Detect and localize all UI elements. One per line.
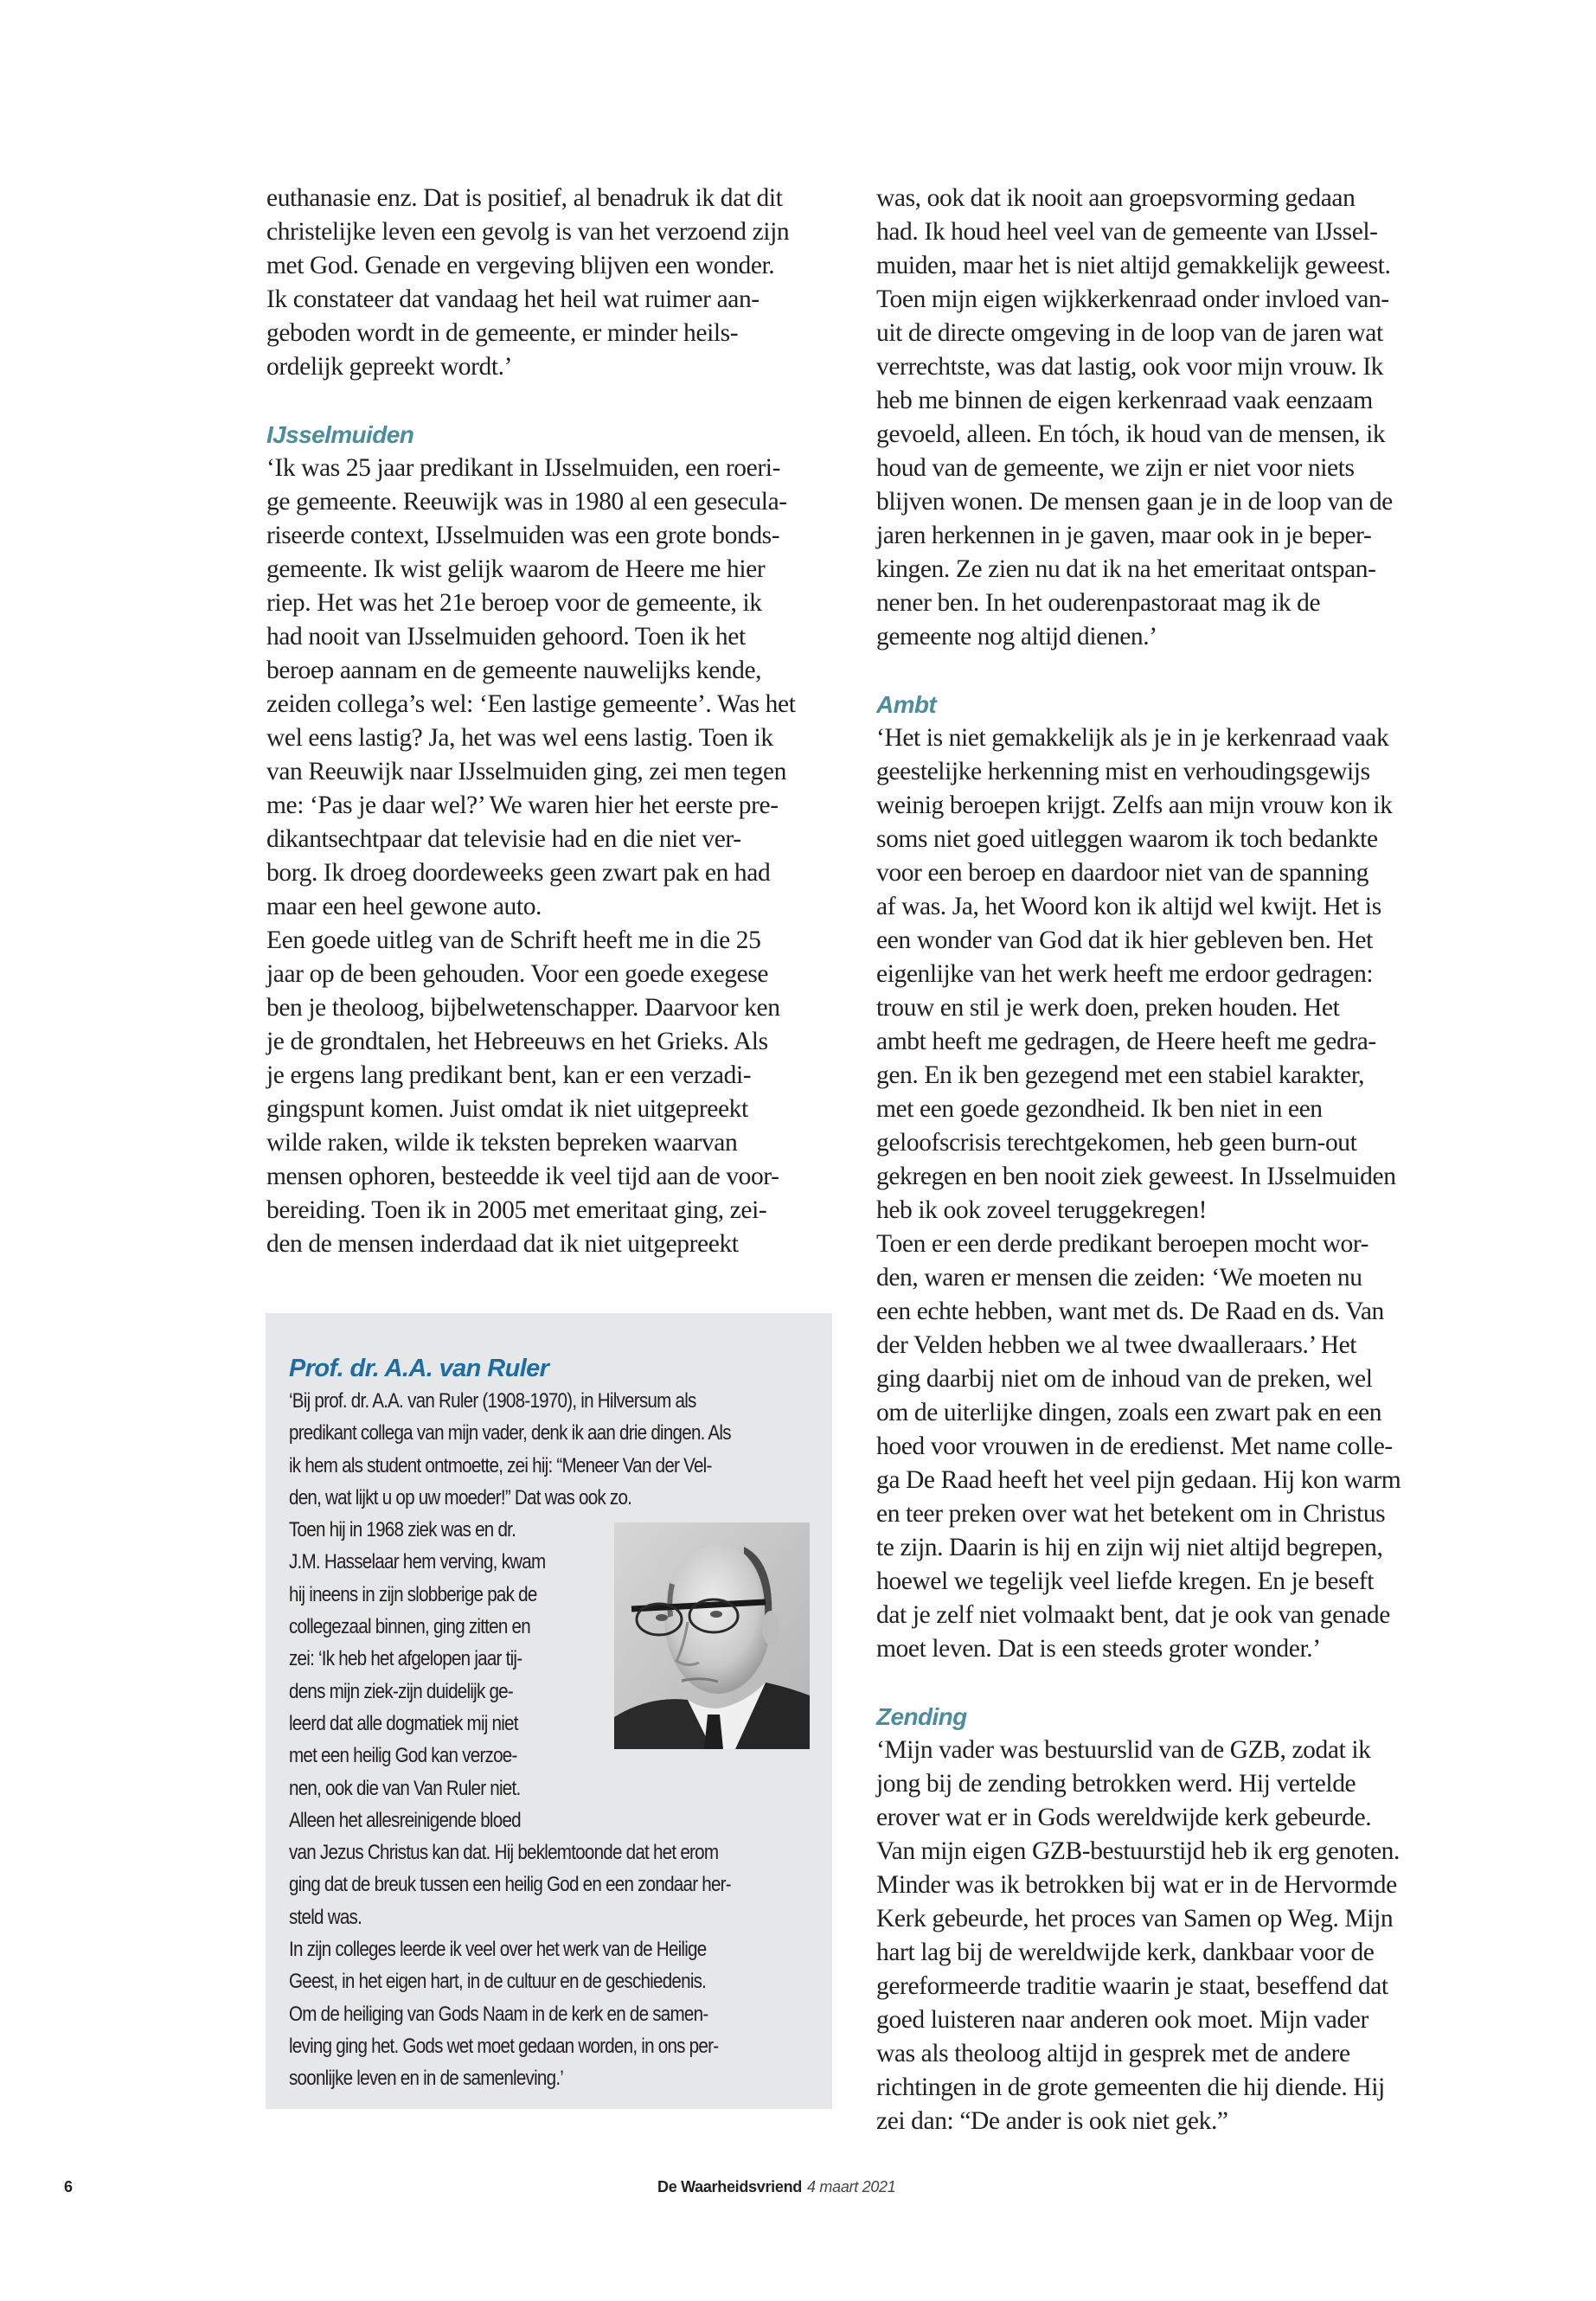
text-line: nener ben. In het ouderenpastoraat mag ik de	[876, 589, 1321, 617]
text-line: zei: ‘Ik heb het afgelopen jaar tij-	[289, 1647, 522, 1671]
text-line: om de uiterlijke dingen, zoals een zwart pak en een	[876, 1399, 1382, 1426]
text-line: Van mijn eigen GZB-bestuurstijd heb ik erg genoten.	[876, 1837, 1400, 1865]
text-line: soms niet goed uitleggen waarom ik toch bedankte	[876, 825, 1378, 853]
text-line: te zijn. Daarin is hij en zijn wij niet altijd begrepen,	[876, 1534, 1383, 1561]
text-line: heb me binnen de eigen kerkenraad vaak eenzaam	[876, 387, 1373, 414]
text-line: heb ik ook zoveel teruggekregen!	[876, 1196, 1208, 1224]
portrait-photo	[614, 1522, 810, 1749]
text-line: houd van de gemeente, we zijn er niet voor niets	[876, 454, 1355, 482]
text-line: ga De Raad heeft het veel pijn gedaan. Hij kon warm	[876, 1466, 1401, 1494]
heading-ambt: Ambt	[876, 691, 937, 718]
text-line: had. Ik houd heel veel van de gemeente van IJssel-	[876, 218, 1378, 246]
text-line: jong bij de zending betrokken werd. Hij vertelde	[876, 1770, 1356, 1798]
publication-footer	[657, 2178, 895, 2196]
publication-name: De Waarheidsvriend	[657, 2178, 802, 2195]
text-line: leving ging het. Gods wet moet gedaan worden, in ons per-	[289, 2034, 719, 2058]
right-intro-paragraph	[876, 182, 1456, 654]
text-line: den de mensen inderdaad dat ik niet uitgepreekt	[266, 1230, 739, 1258]
text-line: Ik constateer dat vandaag het heil wat ruimer aan-	[266, 285, 760, 313]
text-line: verrechtste, was dat lastig, ook voor mijn vrouw. Ik	[876, 353, 1383, 381]
text-line: mensen ophoren, besteedde ik veel tijd aan de voor-	[266, 1163, 779, 1190]
text-line: en teer preken over wat het betekent om in Christus	[876, 1500, 1386, 1528]
text-line: beroep aannam en de gemeente nauwelijks kende,	[266, 657, 762, 684]
text-line: ben je theoloog, bijbelwetenschapper. Daarvoor ken	[266, 994, 780, 1022]
text-line: voor een beroep en daardoor niet van de spanning	[876, 859, 1368, 887]
text-line: gekregen en ben nooit ziek geweest. In IJsselmuiden	[876, 1163, 1396, 1190]
text-line: met een heilig God kan verzoe-	[289, 1744, 517, 1768]
text-line: hoed voor vrouwen in de eredienst. Met name colle-	[876, 1433, 1393, 1460]
spacer	[876, 654, 1456, 688]
text-line: wel eens lastig? Ja, het was wel eens lastig. Toen ik	[266, 724, 773, 752]
left-intro-paragraph	[266, 182, 846, 384]
text-line: zei dan: “De ander is ook niet gek.”	[876, 2107, 1228, 2135]
ijsselmuiden-paragraph	[266, 452, 846, 1261]
text-line: ordelijk gepreekt wordt.’	[266, 353, 513, 381]
text-line: ‘Ik was 25 jaar predikant in IJsselmuiden, een roeri-	[266, 454, 780, 482]
text-line: geloofscrisis terechtgekomen, heb geen burn-out	[876, 1129, 1357, 1157]
text-line: ge gemeente. Reeuwijk was in 1980 al een gesecula-	[266, 488, 787, 516]
zending-paragraph	[876, 1734, 1456, 2138]
text-line: eigenlijke van het werk heeft me erdoor gedragen:	[876, 960, 1374, 988]
text-line: Toen mijn eigen wijkkerkenraad onder invloed van-	[876, 285, 1389, 313]
text-line: maar een heel gewone auto.	[266, 893, 542, 920]
text-line: predikant collega van mijn vader, denk ik aan drie dingen. Als	[289, 1421, 731, 1445]
text-line: jaren herkennen in je gaven, maar ook in je beper-	[876, 522, 1372, 549]
text-line: den, waren er mensen die zeiden: ‘We moeten nu	[876, 1264, 1362, 1292]
text-line: hij ineens in zijn slobberige pak de	[289, 1582, 537, 1606]
ambt-paragraph	[876, 721, 1456, 1666]
text-line: je ergens lang predikant bent, kan er een verzadi-	[266, 1061, 752, 1089]
text-line: nen, ook die van Van Ruler niet.	[289, 1776, 521, 1800]
text-line: Minder was ik betrokken bij wat er in de Hervormde	[876, 1871, 1397, 1899]
text-line: christelijke leven een gevolg is van het verzoend zijn	[266, 218, 790, 246]
text-line: dat je zelf niet volmaakt bent, dat je ook van genade	[876, 1601, 1390, 1629]
text-line: dikantsechtpaar dat televisie had en die niet ver-	[266, 825, 741, 853]
text-line: dens mijn ziek-zijn duidelijk ge-	[289, 1679, 513, 1703]
text-line: muiden, maar het is niet altijd gemakkelijk geweest.	[876, 252, 1391, 279]
text-line: gen. En ik ben gezegend met een stabiel karakter,	[876, 1061, 1365, 1089]
text-line: was, ook dat ik nooit aan groepsvorming gedaan	[876, 184, 1356, 212]
text-line: gereformeerde traditie waarin je staat, beseffend dat	[876, 1972, 1388, 2000]
text-line: ‘Het is niet gemakkelijk als je in je kerkenraad vaak	[876, 724, 1389, 752]
text-line: een echte hebben, want met ds. De Raad en ds. Van	[876, 1298, 1384, 1325]
sidebar-title: Prof. dr. A.A. van Ruler	[289, 1355, 549, 1382]
text-line: geestelijke herkenning mist en verhoudingsgewijs	[876, 758, 1370, 785]
text-line: Toen hij in 1968 ziek was en dr.	[289, 1518, 516, 1542]
text-line: met een goede gezondheid. Ik ben niet in een	[876, 1095, 1323, 1123]
text-line: moet leven. Dat is een steeds groter wonder.’	[876, 1635, 1321, 1663]
text-line: gemeente nog altijd dienen.’	[876, 623, 1157, 651]
text-line: steld was.	[289, 1905, 362, 1929]
text-line: had nooit van IJsselmuiden gehoord. Toen ik het	[266, 623, 746, 651]
text-line: J.M. Hasselaar hem verving, kwam	[289, 1550, 546, 1574]
text-line: geboden wordt in de gemeente, er minder heils-	[266, 319, 739, 347]
text-line: ik hem als student ontmoette, zei hij: “Meneer Van der Vel-	[289, 1453, 712, 1477]
text-line: borg. Ik droeg doordeweeks geen zwart pak en had	[266, 859, 771, 887]
text-line: uit de directe omgeving in de loop van de jaren wat	[876, 319, 1383, 347]
text-line: Een goede uitleg van de Schrift heeft me in die 25	[266, 926, 761, 954]
portrait-illustration	[614, 1522, 810, 1749]
text-line: bereiding. Toen ik in 2005 met emeritaat ging, zei-	[266, 1196, 767, 1224]
text-line: gingspunt komen. Juist omdat ik niet uitgepreekt	[266, 1095, 748, 1123]
text-line: euthanasie enz. Dat is positief, al benadruk ik dat dit	[266, 184, 783, 212]
text-line: gevoeld, alleen. En tóch, ik houd van de mensen, ik	[876, 420, 1386, 448]
text-line: weinig beroepen krijgt. Zelfs aan mijn vrouw kon ik	[876, 792, 1393, 819]
left-column	[266, 182, 846, 1261]
text-line: je de grondtalen, het Hebreeuws en het Grieks. Als	[266, 1028, 768, 1055]
text-line: hart lag bij de wereldwijde kerk, dankbaar voor de	[876, 1939, 1375, 1966]
text-line: Toen er een derde predikant beroepen mocht wor-	[876, 1230, 1369, 1258]
text-line: collegezaal binnen, ging zitten en	[289, 1615, 530, 1639]
text-line: Geest, in het eigen hart, in de cultuur en de geschiedenis.	[289, 1970, 707, 1994]
text-line: trouw en stil je werk doen, preken houden. Het	[876, 994, 1340, 1022]
heading-ijsselmuiden: IJsselmuiden	[266, 421, 414, 448]
text-line: blijven wonen. De mensen gaan je in de loop van de	[876, 488, 1393, 516]
text-line: richtingen in de grote gemeenten die hij diende. Hij	[876, 2073, 1385, 2101]
text-line: den, wat lijkt u op uw moeder!” Dat was ook zo.	[289, 1485, 632, 1509]
text-line: goed luisteren naar anderen ook moet. Mijn vader	[876, 2006, 1368, 2034]
text-line: me: ‘Pas je daar wel?’ We waren hier het eerste pre-	[266, 792, 779, 819]
text-line: wilde raken, wilde ik teksten bepreken waarvan	[266, 1129, 738, 1157]
text-line: ging dat de breuk tussen een heilig God en een zondaar her-	[289, 1873, 731, 1897]
text-line: der Velden hebben we al twee dwaalleraars.’ Het	[876, 1331, 1357, 1359]
text-line: hoewel we tegelijk veel liefde kregen. En je beseft	[876, 1567, 1375, 1595]
text-line: met God. Genade en vergeving blijven een wonder.	[266, 252, 775, 279]
text-line: ‘Mijn vader was bestuurslid van de GZB, zodat ik	[876, 1736, 1371, 1764]
text-line: gemeente. Ik wist gelijk waarom de Heere me hier	[266, 555, 766, 583]
text-line: af was. Ja, het Woord kon ik altijd wel kwijt. Het is	[876, 893, 1381, 920]
text-line: erover wat er in Gods wereldwijde kerk gebeurde.	[876, 1804, 1372, 1831]
text-line: leerd dat alle dogmatiek mij niet	[289, 1711, 518, 1735]
text-line: van Jezus Christus kan dat. Hij beklemtoonde dat het erom	[289, 1841, 719, 1865]
text-line: Om de heiliging van Gods Naam in de kerk en de samen-	[289, 2002, 708, 2026]
heading-zending: Zending	[876, 1703, 967, 1730]
text-line: kingen. Ze zien nu dat ik na het emeritaat ontspan-	[876, 555, 1376, 583]
text-line: In zijn colleges leerde ik veel over het werk van de Heilige	[289, 1938, 707, 1962]
text-line: was als theoloog altijd in gesprek met de andere	[876, 2040, 1350, 2067]
page-number: 6	[64, 2178, 74, 2195]
right-column	[876, 182, 1456, 2138]
publication-date: 4 maart 2021	[807, 2178, 896, 2195]
sidebar-text-full	[289, 1385, 743, 1514]
text-line: zeiden collega’s wel: ‘Een lastige gemeente’. Was het	[266, 690, 796, 718]
spacer	[266, 384, 846, 418]
text-line: ‘Bij prof. dr. A.A. van Ruler (1908-1970), in Hilversum als	[289, 1389, 696, 1413]
text-line: een wonder van God dat ik hier gebleven ben. Het	[876, 926, 1373, 954]
sidebar-text-after-photo	[289, 1836, 743, 2094]
spacer	[876, 1666, 1456, 1700]
text-line: ambt heeft me gedragen, de Heere heeft me gedra-	[876, 1028, 1376, 1055]
text-line: riseerde context, IJsselmuiden was een grote bonds-	[266, 522, 780, 549]
text-line: ging daarbij niet om de inhoud van de preken, wel	[876, 1365, 1373, 1393]
text-line: riep. Het was het 21e beroep voor de gemeente, ik	[266, 589, 762, 617]
text-line: van Reeuwijk naar IJsselmuiden ging, zei men tegen	[266, 758, 786, 785]
text-line: soonlijke leven en in de samenleving.’	[289, 2067, 564, 2091]
text-line: Alleen het allesreinigende bloed	[289, 1808, 521, 1832]
text-line: jaar op de been gehouden. Voor een goede exegese	[266, 960, 769, 988]
text-line: Kerk gebeurde, het proces van Samen op Weg. Mijn	[876, 1905, 1394, 1932]
